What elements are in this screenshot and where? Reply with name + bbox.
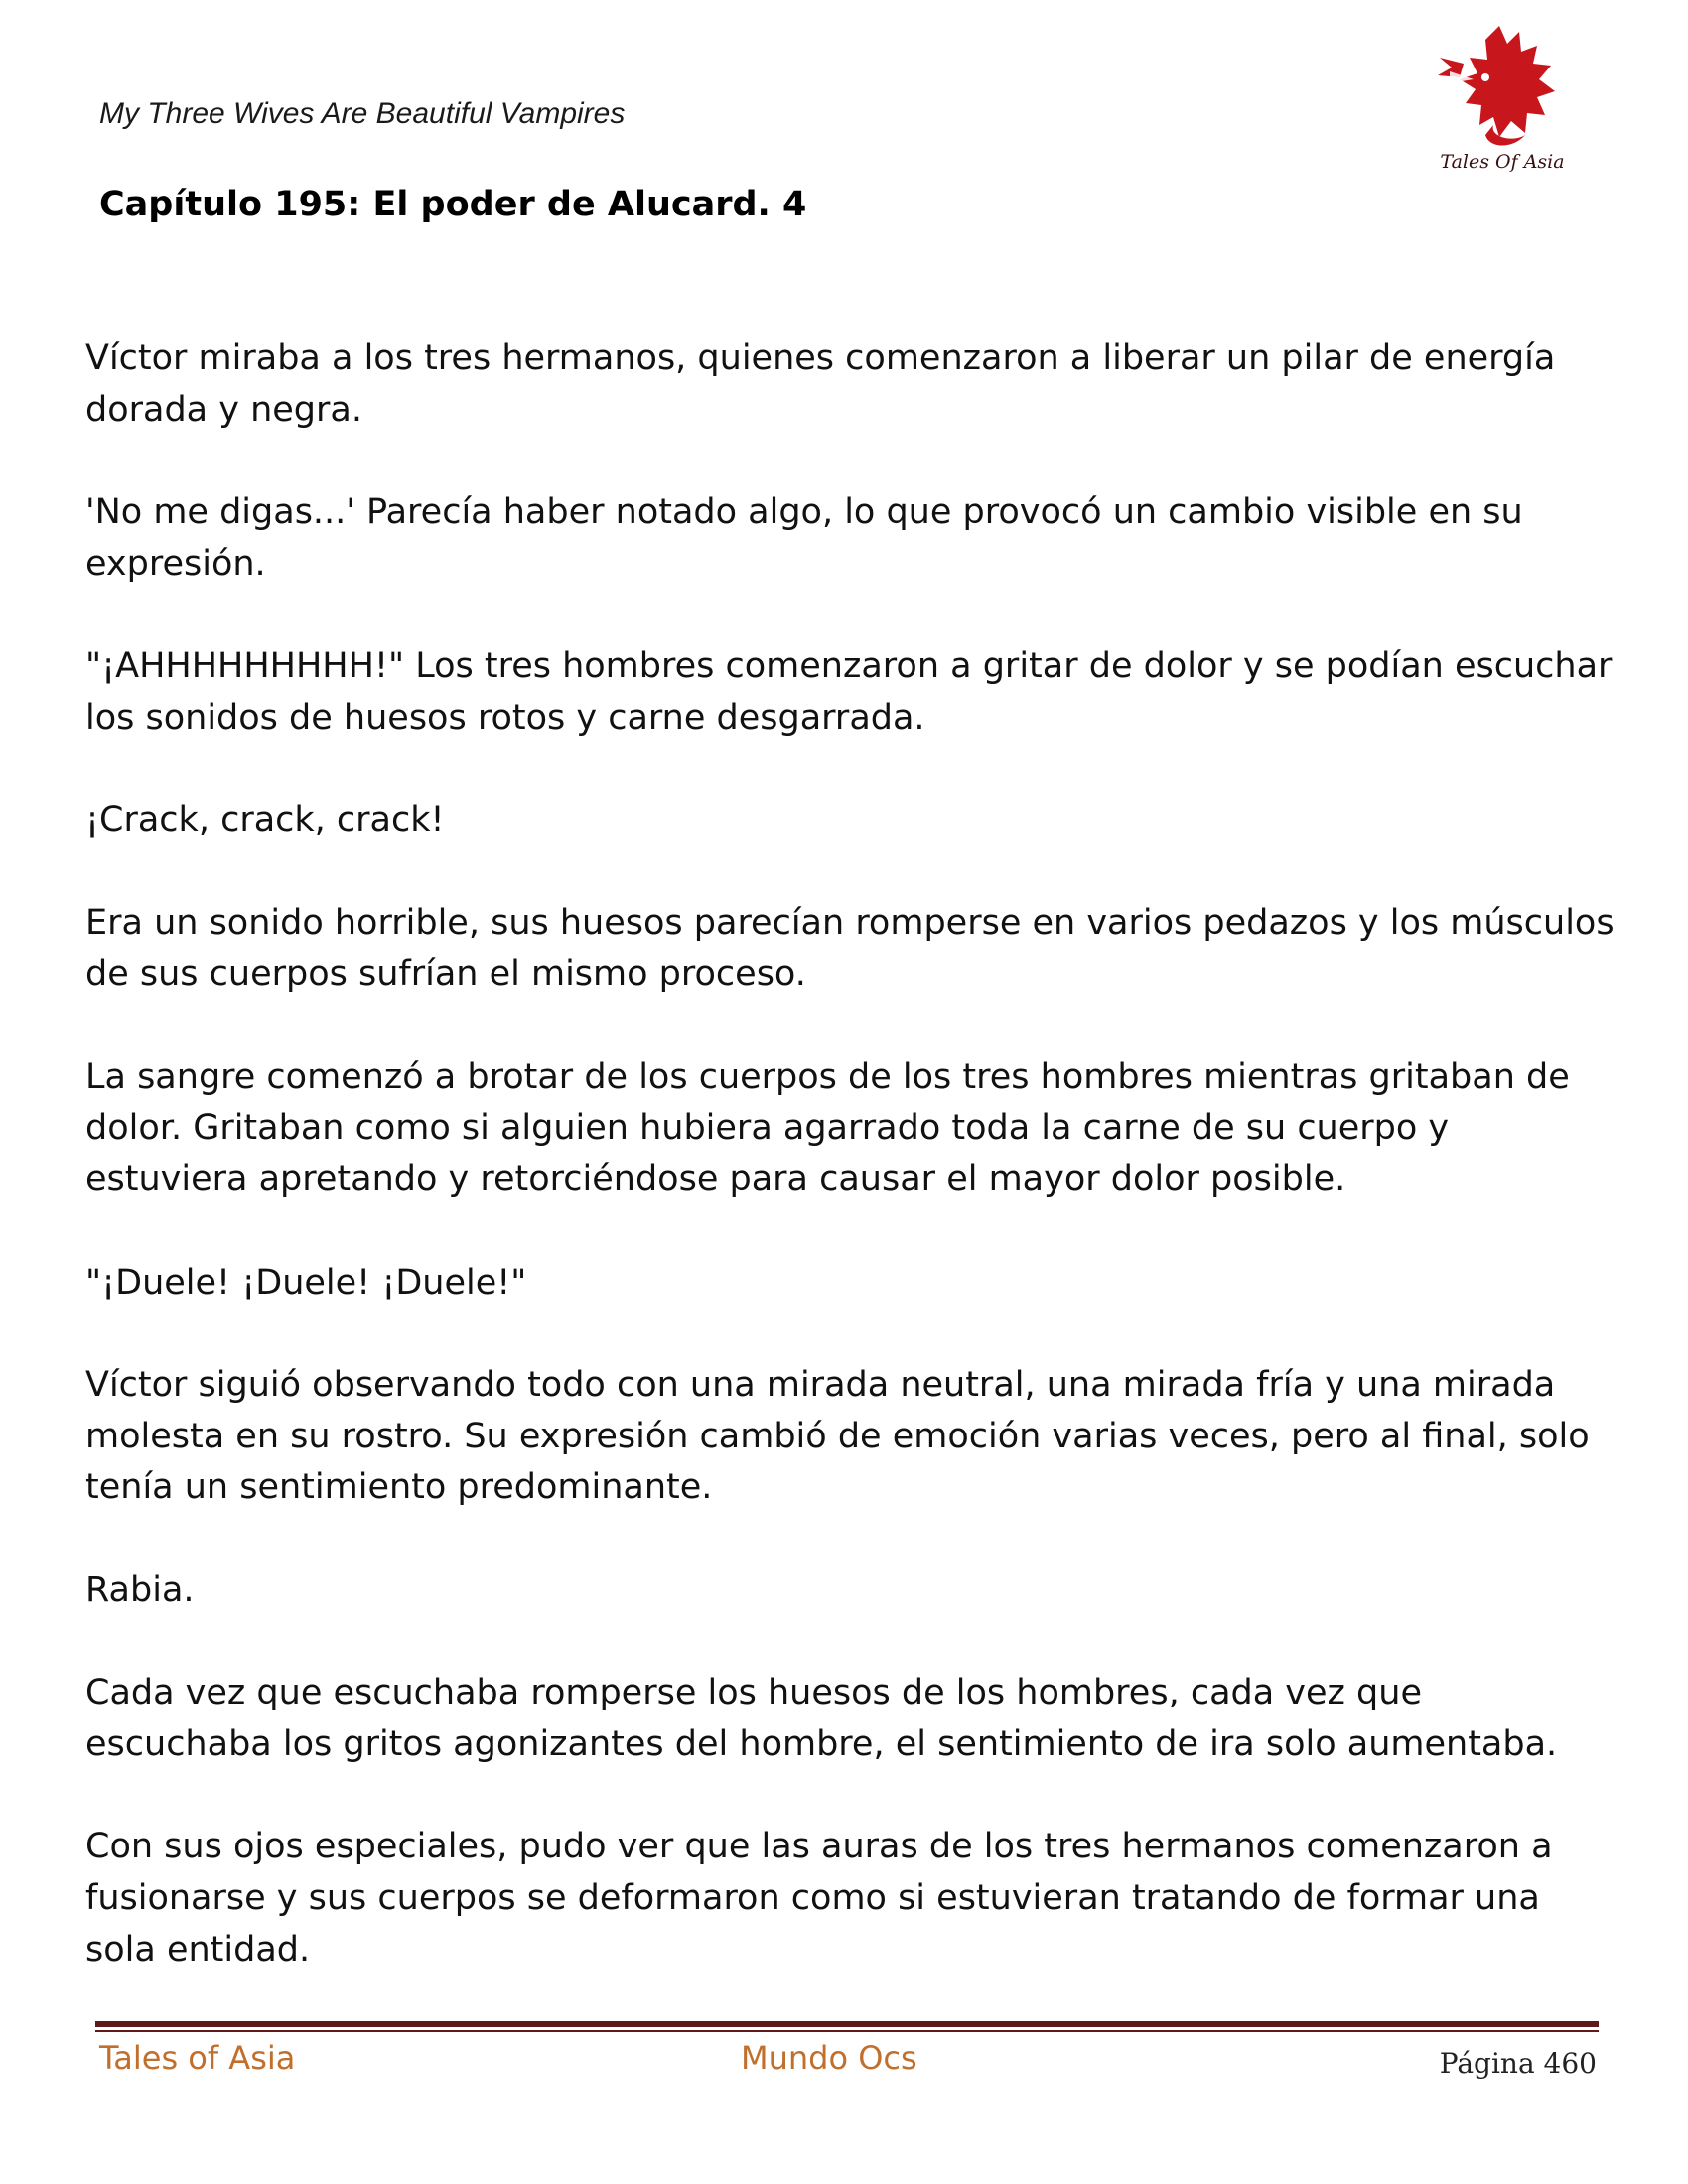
paragraph: Era un sonido horrible, sus huesos parecían romperse en varios pedazos y los músculos de sus cuerpos sufrían el mismo proceso. [85,902,1615,995]
paragraph: Víctor siguió observando todo con una mirada neutral, una mirada fría y una mirada molesta en su rostro. Su expresión cambió de emoción varias veces, pero al final, solo tenía un sentimiento predominante. [85,1364,1590,1508]
paragraph: "¡Duele! ¡Duele! ¡Duele!" [85,1262,527,1302]
footer-rule [95,2021,1599,2027]
paragraph: ¡Crack, crack, crack! [85,800,445,841]
paragraph: Cada vez que escuchaba romperse los huesos de los hombres, cada vez que escuchaba los gritos agonizantes del hombre, el sentimiento de ira solo aumentaba. [85,1673,1558,1764]
page-number: Página 460 [1439,2047,1597,2080]
paragraph: 'No me digas...' Parecía haber notado algo, lo que provocó un cambio visible en su expresión. [85,492,1523,584]
book-title: My Three Wives Are Beautiful Vampires [99,97,626,130]
paragraph: "¡AHHHHHHHHH!" Los tres hombres comenzaron a gritar de dolor y se podían escuchar los sonidos de huesos rotos y carne desgarrada. [85,646,1613,738]
footer-rule-thin [95,2030,1599,2032]
chapter-body [85,334,1615,2027]
chapter-title: Capítulo 195: El poder de Alucard. 4 [99,185,807,224]
paragraph: Rabia. [85,1570,195,1610]
logo-caption: Tales Of Asia [1440,151,1565,173]
paragraph: Víctor miraba a los tres hermanos, quienes comenzaron a liberar un pilar de energía dorada y negra. [85,339,1556,430]
paragraph: La sangre comenzó a brotar de los cuerpos de los tres hombres mientras gritaban de dolor. Gritaban como si alguien hubiera agarrado toda la carne de su cuerpo y estuviera apretando y retorciéndose para causar el mayor dolor posible. [85,1056,1570,1200]
footer-publisher: Tales of Asia [99,2039,296,2077]
paragraph: Con sus ojos especiales, pudo ver que las auras de los tres hermanos comenzaron a fusionarse y sus cuerpos se deformaron como si estuvieran tratando de formar una sola entidad. [85,1827,1553,1970]
footer-site: Mundo Ocs [741,2039,917,2077]
